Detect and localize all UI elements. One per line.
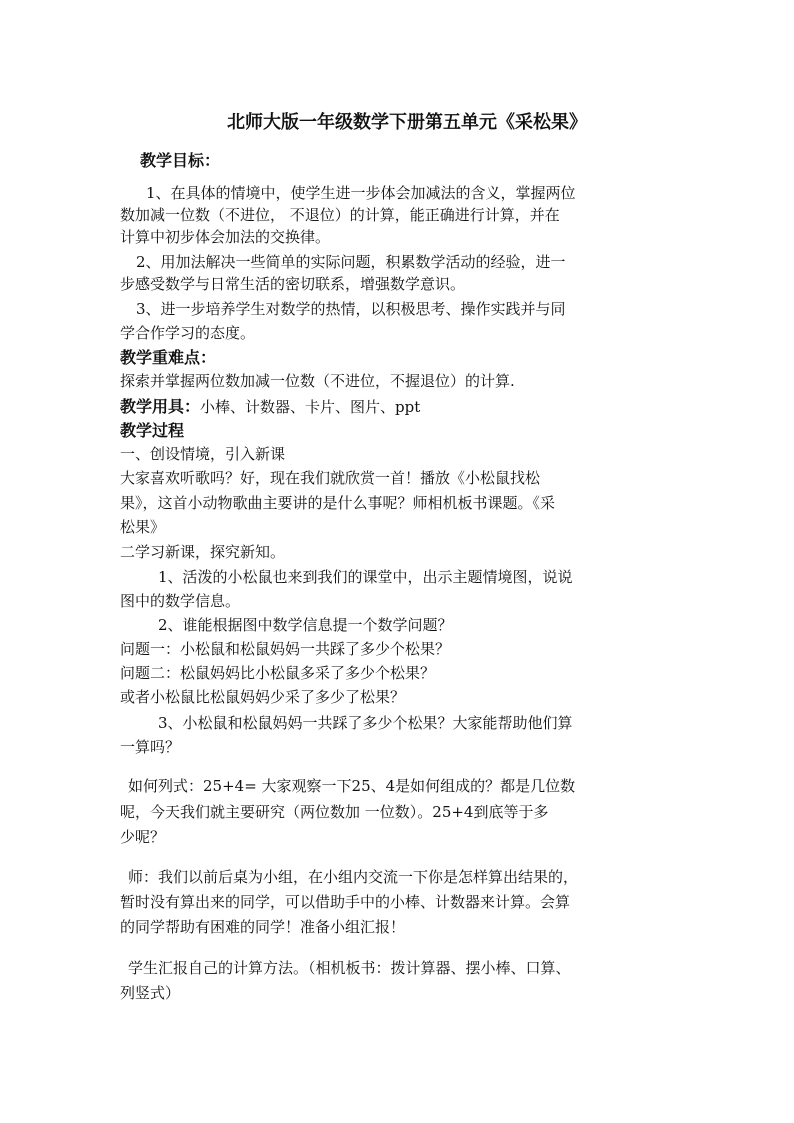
objective-3-line-2: 学合作学习的态度。	[120, 324, 256, 342]
objectives-heading: 教学目标：	[140, 151, 221, 170]
tools-heading: 教学用具：	[120, 397, 201, 416]
process-line: 问题二：松鼠妈妈比小松鼠多采了多少个松果？	[120, 664, 436, 682]
objective-1-line-2: 数加减一位数（不进位， 不退位）的计算，能正确进行计算，并在	[120, 206, 560, 224]
tools-text: 小棒、计数器、卡片、图片、ppt	[200, 398, 421, 416]
process-line: 果》，这首小动物歌曲主要讲的是什么事呢？师相机板书课题。《采	[120, 494, 556, 512]
process-heading: 教学过程	[120, 421, 185, 440]
process-line: 问题一：小松鼠和松鼠妈妈一共踩了多少个松果？	[120, 640, 451, 658]
process-line: 图中的数学信息。	[120, 592, 241, 610]
key-points-text: 探索并掌握两位数加减一位数（不进位，不握退位）的计算.	[120, 372, 515, 390]
process-line: 一算吗？	[120, 738, 181, 756]
process-line: 松果》	[120, 518, 166, 536]
process-line: 1、活泼的小松鼠也来到我们的课堂中，出示主题情境图，说说	[158, 568, 573, 586]
process-line: 或者小松鼠比松鼠妈妈少采了多少了松果？	[120, 688, 406, 706]
process-line: 3、小松鼠和松鼠妈妈一共踩了多少个松果？大家能帮助他们算	[158, 714, 573, 732]
tools-line	[120, 396, 420, 418]
document-title: 北师大版一年级数学下册第五单元《采松果》	[227, 112, 587, 133]
process-line: 师：我们以前后桌为小组，在小组内交流一下你是怎样算出结果的，	[128, 868, 579, 886]
objective-1-line-1: 1、在具体的情境中，使学生进一步体会加减法的含义，掌握两位	[146, 184, 576, 202]
process-line: 暂时没有算出来的同学，可以借助手中的小棒、计数器来计算。会算	[120, 893, 571, 911]
objective-2-line-1: 2、用加法解决一些简单的实际问题，积累数学活动的经验，进一	[136, 253, 566, 271]
key-points-heading: 教学重难点：	[120, 348, 217, 367]
process-line: 2、谁能根据图中数学信息提一个数学问题？	[158, 616, 453, 634]
process-line: 二学习新课，探究新知。	[120, 543, 286, 561]
objective-2-line-2: 步感受数学与日常生活的密切联系，增强数学意识。	[120, 275, 466, 293]
objective-3-line-1: 3、进一步培养学生对数学的热情，以积极思考、操作实践并与同	[136, 300, 566, 318]
objective-1-line-3: 计算中初步体会加法的交换律。	[120, 228, 331, 246]
process-line: 学生汇报自己的计算方法。（相机板书：拨计算器、摆小棒、口算、	[128, 959, 571, 977]
process-line: 的同学帮助有困难的同学！准备小组汇报！	[120, 918, 406, 936]
process-line: 呢，今天我们就主要研究（两位数加 一位数）。25+4到底等于多	[120, 803, 549, 821]
process-line: 列竖式）	[120, 984, 181, 1002]
process-line: 少呢？	[120, 828, 166, 846]
process-line: 一、创设情境，引入新课	[120, 445, 286, 463]
process-line: 大家喜欢听歌吗？好，现在我们就欣赏一首！播放《小松鼠找松	[120, 469, 541, 487]
process-line: 如何列式：25+4= 大家观察一下25、4是如何组成的？都是几位数	[128, 777, 576, 795]
